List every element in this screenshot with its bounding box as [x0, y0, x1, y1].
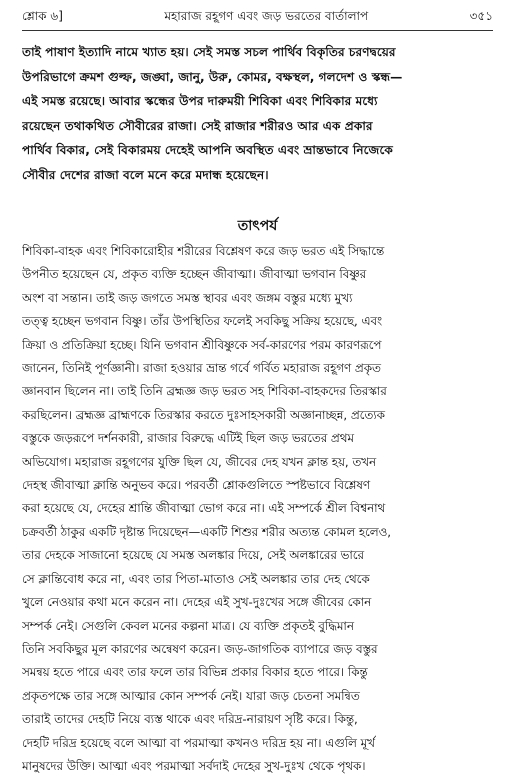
purport-line: তারাই তাদের দেহটি নিয়ে ব্যস্ত থাকে এবং দরিদ্র-নারায়ণ সৃষ্টি করে। কিন্তু,: [22, 712, 358, 727]
verse-line: তাই পাষাণ ইত্যাদি নামে খ্যাত হয়। সেই সমস্ত সচল পার্থিব বিকৃতির চরণদ্বয়ের: [22, 45, 396, 59]
purport-line: ক্রিয়া ও প্রতিক্রিয়া হচ্ছে। যিনি ভগবান শ্রীবিষ্ণুকে সর্ব-কারণের পরম কারণরূপে: [22, 337, 382, 352]
chapter-title: মহারাজ রহূগণ এবং জড় ভরতের বার্তালাপ: [164, 9, 369, 23]
purport-line: করা হয়েছে যে, দেহের শ্রান্তি জীবাত্মা ভোগ করে না। এই সম্পর্কে শ্রীল বিশ্বনাথ: [22, 501, 386, 516]
verse-reference: শ্লোক ৬]: [22, 9, 63, 23]
verse-line: সৌবীর দেশের রাজা বলে মনে করে মদান্ধ হয়েছেন।: [22, 167, 269, 182]
purport-line: মানুষদের উক্তি। আত্মা এবং পরমাত্মা সর্বদাই দেহের সুখ-দুঃখ থেকে পৃথক।: [22, 758, 366, 773]
purport-line: জ্ঞানবান ছিলেন না। তাই তিনি ব্রহ্মজ্ঞ জড় ভরত সহ শিবিকা-বাহকদের তিরস্কার: [22, 384, 387, 399]
purport-line: উপনীত হয়েছেন যে, প্রকৃত ব্যক্তি হচ্ছেন জীবাত্মা। জীবাত্মা ভগবান বিষ্ণুর: [22, 267, 367, 282]
purport-line: সে ক্লান্তিবোধ করে না, এবং তার পিতা-মাতাও সেই অলঙ্কার তার দেহ থেকে: [22, 571, 370, 586]
purport-line: চক্রবর্তী ঠাকুর একটি দৃষ্টান্ত দিয়েছেন—একটি শিশুর শরীর অত্যন্ত কোমল হলেও,: [22, 524, 392, 539]
purport-line: খুলে নেওয়ার কথা মনে করেন না। দেহের এই সুখ-দুঃখের সঙ্গে জীবের কোন: [22, 595, 372, 610]
page-header: [22, 8, 493, 28]
purport-line: করছিলেন। ব্রহ্মজ্ঞ ব্রাহ্মণকে তিরস্কার করতে দুঃসাহসকারী অজ্ঞানাচ্ছন্ন, প্রত্যেক: [22, 407, 385, 422]
purport-heading: তাৎপর্য: [237, 218, 278, 234]
page-number: ৩৫১: [469, 9, 493, 23]
purport-line: শিবিকা-বাহক এবং শিবিকারোহীর শরীরের বিশ্লেষণ করে জড় ভরত এই সিদ্ধান্তে: [22, 244, 385, 258]
purport-line: তিনি সবকিছুর মূল কারণের অন্বেষণ করেন। জড়-জাগতিক ব্যাপারে জড় বস্তুর: [22, 641, 378, 656]
verse-line: এই সমস্ত রয়েছে। আবার স্কন্ধের উপর দারুময়ী শিবিকা এবং শিবিকার মধ্যে: [22, 94, 378, 109]
purport-line: অভিযোগ। মহারাজ রহূগণের যুক্তি ছিল যে, জীবের দেহ যখন ক্লান্ত হয়, তখন: [22, 454, 377, 469]
purport-line: তার দেহকে সাজানো হয়েছে যে সমস্ত অলঙ্কার দিয়ে, সেই অলঙ্কারের ভারে: [22, 548, 365, 563]
purport-line: তত্ত্ব হচ্ছেন ভগবান বিষ্ণু। তাঁর উপস্থিতির ফলেই সবকিছু সক্রিয় হয়েছে, এবং: [22, 314, 383, 329]
purport-line: বস্তুকে জড়রূপে দর্শনকারী, রাজার বিরুদ্ধে এটিই ছিল জড় ভরতের প্রথম: [22, 431, 354, 446]
purport-text: [22, 240, 493, 778]
purport-line: প্রকৃতপক্ষে তার সঙ্গে আত্মার কোন সম্পর্ক নেই। যারা জড় চেতনা সমন্বিত: [22, 688, 360, 703]
header-divider: [22, 30, 493, 31]
verse-line: পার্থিব বিকার, সেই বিকারময় দেহেই আপনি অবস্থিত এবং ভ্রান্তভাবে নিজেকে: [22, 143, 393, 158]
purport-line: দেহটি দরিদ্র হয়েছে বলে আত্মা বা পরমাত্মা কখনও দরিদ্র হয় না। এগুলি মূর্খ: [22, 735, 375, 750]
purport-line: অংশ বা সন্তান। তাই জড় জগতে সমস্ত স্থাবর এবং জঙ্গম বস্তুর মধ্যে মুখ্য: [22, 290, 353, 305]
verse-line: রয়েছেন তথাকথিত সৌবীরের রাজা। সেই রাজার শরীরও আর এক প্রকার: [22, 118, 373, 133]
verse-translation: [22, 40, 493, 188]
purport-line: দেহস্থ জীবাত্মা ক্লান্তি অনুভব করে। পরবর্তী শ্লোকগুলিতে স্পষ্টভাবে বিশ্লেষণ: [22, 478, 370, 493]
purport-line: জানেন, তিনিই পূর্ণজ্ঞানী। রাজা হওয়ার ভ্রান্ত গর্বে গর্বিত মহারাজ রহূগণ প্রকৃত: [22, 361, 381, 376]
verse-line: উপরিভাগে ক্রমশ গুল্ফ, জঙ্ঘা, জানু, উরু, কোমর, বক্ষস্থল, গলদেশ ও স্কন্ধ—: [22, 69, 403, 84]
purport-line: সম্পর্ক নেই। সেগুলি কেবল মনের কল্পনা মাত্র। যে ব্যক্তি প্রকৃতই বুদ্ধিমান: [22, 618, 354, 633]
purport-line: সমন্বয় হতে পারে এবং তার ফলে তার বিভিন্ন প্রকার বিকার হতে পারে। কিন্তু: [22, 665, 368, 680]
